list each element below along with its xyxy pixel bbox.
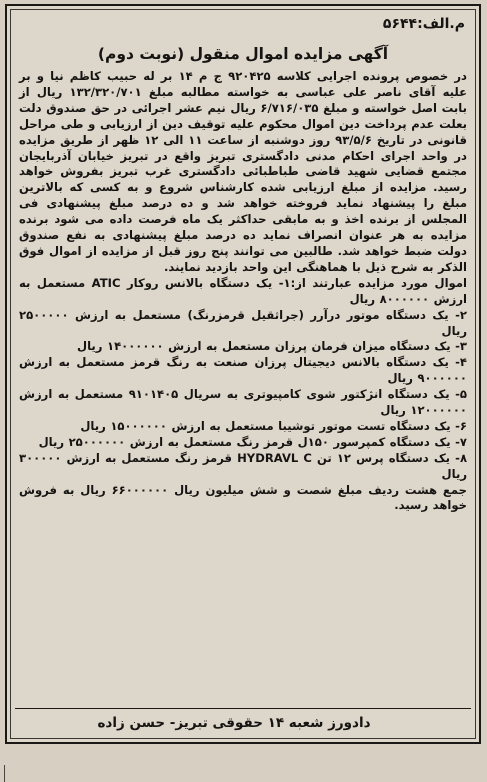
auction-items-list	[19, 276, 467, 483]
signature-line: دادورز شعبه ۱۴ حقوقی تبریز- حسن زاده	[97, 715, 371, 731]
signature-divider	[15, 708, 471, 709]
auction-item: ۵- یک دستگاه انژکتور شوی کامپیوتری به سریال ۹۱۰۱۴۰۵ مستعمل به ارزش ۱۲۰۰۰۰۰۰ ریال	[19, 387, 467, 418]
auction-item: ۳- یک دستگاه میزان فرمان پرزان مستعمل به ارزش ۱۴۰۰۰۰۰۰ ریال	[77, 339, 467, 354]
auction-item: ۷- یک دستگاه کمپرسور ۱۵۰ل قرمز رنگ مستعمل به ارزش ۲۵۰۰۰۰۰۰ ریال	[38, 434, 467, 449]
reference-number: م.الف:۵۶۴۴	[382, 16, 465, 32]
notice-frame	[5, 4, 481, 744]
total-summary: جمع هشت ردیف مبلغ شصت و شش میلیون ریال ۶۶۰۰۰۰۰۰ ریال به فروش خواهد رسید.	[19, 482, 467, 513]
notice-title: آگهی مزایده اموال منقول (نوبت دوم)	[97, 45, 389, 63]
notice-paragraph: در خصوص پرونده اجرایی کلاسه ۹۲۰۴۲۵ ج م ۱۴ بر له حبیب کاظم نیا و بر علیه آقای ناصر علی عباسی به خواسته مطالبه مبلغ ۱۳۲/۳۲۰/۷۰۱ ریال از بابت اصل خواسته و مبلغ ۶/۷۱۶/۰۳۵ ریال نیم عشر اجرائی در حق صندوق دلت بعلت عدم پرداخت دین اموال محکوم علیه توقیف دین از ارزیابی و طی مراحل قانونی در تاریخ ۹۳/۵/۶ روز دوشنبه از ساعت ۱۱ الی ۱۲ ظهر از طریق مزایده در واحد اجرای احکام مدنی دادگستری تبریز واقع در تبریز خیابان آذربایجان مجتمع قضایی شهید قاضی طباطبائی دادگستری غرب تبریز بفروش خواهد رسید. مزایده از مبلغ ارزیابی شده کارشناس شروع و به کسی که بالاترین مبلغ را پیشنهاد نماید فروخته خواهد شد و ده درصد مبلغ پیشنهادی فی المجلس از برنده اخذ و به مابقی حداکثر یک ماه فرصت داده می شود برنده مزایده به هر عنوان انصراف نماید ده درصد مبلغ پیشنهادی به نفع صندوق دولت ضبط خواهد شد. طالبین می توانند پنج روز قبل از مزایده از اموال فوق الذکر به شرح ذیل با هماهنگی این واحد بازدید نمایند.	[19, 69, 467, 274]
auction-item: اموال مورد مزایده عبارتند از:۱- یک دستگاه بالانس روکار ATIC مستعمل به ارزش ۸۰۰۰۰۰۰ ریال	[19, 275, 467, 306]
auction-item: ۲- یک دستگاه موتور درآرر (جراثقیل قرمزرنگ) مستعمل به ارزش ۲۵۰۰۰۰۰ ریال	[19, 307, 467, 338]
auction-item: ۶- یک دستگاه تست موتور توشیبا مستعمل به ارزش ۱۵۰۰۰۰۰۰ ریال	[80, 418, 467, 433]
notice-body	[19, 69, 467, 514]
auction-item: ۸- یک دستگاه پرس ۱۲ تن HYDRAVL C قرمز رنگ مستعمل به ارزش ۳۰۰۰۰۰ ریال	[19, 450, 468, 481]
clipping-edge-mark	[4, 765, 11, 782]
auction-item: ۴- یک دستگاه بالانس دیجیتال پرزان صنعت به رنگ قرمز مستعمل به ارزش ۹۰۰۰۰۰۰ ریال	[19, 355, 467, 386]
